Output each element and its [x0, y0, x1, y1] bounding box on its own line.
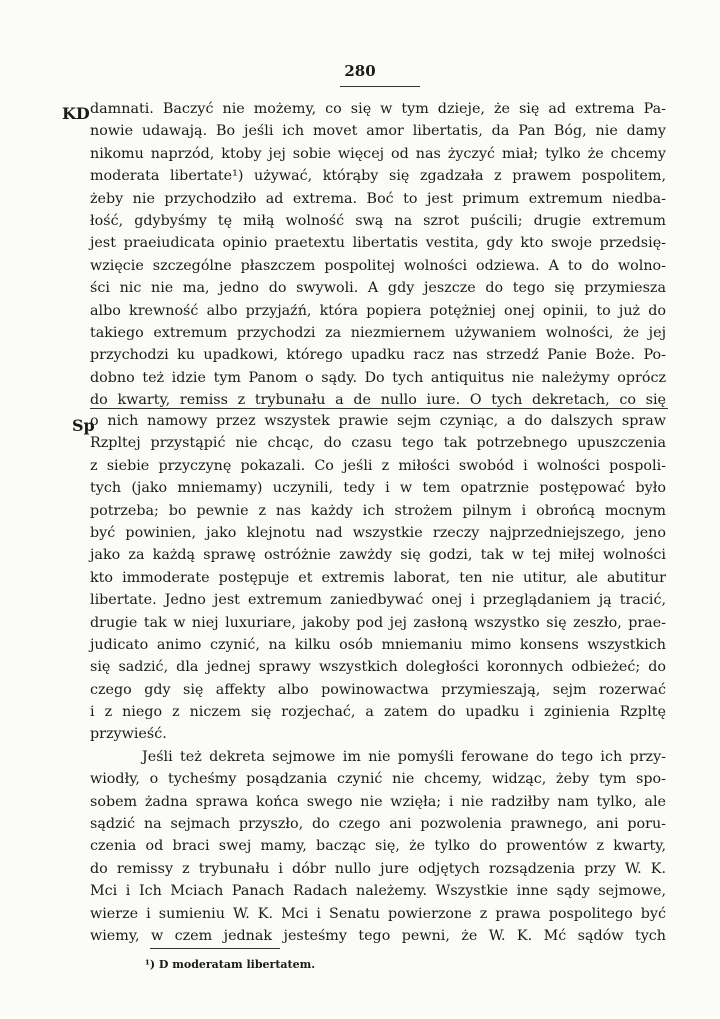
text-line: takiego extremum przychodzi za niezmiernem używaniem wolności, że jej: [90, 324, 666, 341]
siglum-sp: Sp: [72, 416, 95, 435]
text-block-kd: [90, 98, 666, 411]
text-line: być powinien, jako klejnotu nad wszystkie rzeczy najprzedniejszego, jeno: [90, 524, 666, 541]
text-line: wiemy, w czem jednak jesteśmy tego pewni, że W. K. Mć sądów tych: [90, 927, 666, 944]
text-line: judicato animo czynić, na kilku osób mniemaniu mimo konsens wszystkich: [90, 636, 666, 653]
text-line: wierze i sumieniu W. K. Mci i Senatu powierzone z prawa pospolitego być: [90, 905, 666, 922]
text-line: sądzić na sejmach przyszło, do czego ani pozwolenia prawnego, ani poru-: [90, 816, 666, 833]
text-line: nowie udawają. Bo jeśli ich movet amor libertatis, da Pan Bóg, nie damy: [90, 123, 666, 140]
text-line: z siebie przyczynę pokazali. Co jeśli z miłości swobód i wolności pospoli-: [90, 457, 666, 474]
text-line: do kwarty, remiss z trybunału a de nullo iure. O tych dekretach, co się: [90, 392, 666, 409]
text-line: sobem żadna sprawa końca swego nie wzięła; i nie radziłby nam tylko, ale: [90, 793, 666, 810]
text-line: Mci i Ich Mciach Panach Radach należemy. Wszystkie inne sądy sejmowe,: [90, 883, 666, 900]
text-line: wiodły, o tycheśmy posądzania czynić nie chcemy, widząc, żeby tym spo-: [90, 771, 666, 788]
text-line: się sadzić, dla jednej sprawy wszystkich doległości koronnych odbieżeć; do: [90, 659, 666, 676]
footnote: ¹) D moderatam libertatem.: [145, 958, 316, 971]
text-line: drugie tak w niej luxuriare, jakoby pod jej zasłoną wszystko się zeszło, prae-: [90, 614, 666, 631]
text-line: wzięcie szczególne płaszczem pospolitej wolności odziewa. A to do wolno-: [90, 257, 666, 274]
text-line: jako za każdą sprawę ostróżnie zawżdy się godzi, tak w tej miłej wolności: [90, 547, 666, 564]
text-line: libertate. Jedno jest extremum zaniedbywać onej i przeglądaniem ją tracić,: [90, 592, 666, 609]
text-line: jest praeiudicata opinio praetextu libertatis vestita, gdy kto swoje przedsię-: [90, 235, 666, 252]
text-line: tych (jako mniemamy) uczynili, tedy i w tem opatrznie postępować było: [90, 480, 666, 497]
text-line: Rzpltej przystąpić nie chcąc, do czasu tego tak potrzebnego upuszczenia: [90, 435, 666, 452]
siglum-kd: KD: [62, 104, 90, 123]
text-line: albo krewność albo przyjaźń, która popiera potężniej onej opinii, to już do: [90, 302, 666, 319]
text-line: czenia od braci swej mamy, bacząc się, że tylko do prowentów z kwarty,: [90, 838, 666, 855]
text-line: Jeśli też dekreta sejmowe im nie pomyśli ferowane do tego ich przy-: [142, 748, 666, 765]
text-line: damnati. Baczyć nie możemy, co się w tym dzieje, że się ad extrema Pa-: [90, 101, 666, 117]
text-line: łość, gdybyśmy tę miłą wolność swą na szrot puścili; drugie extremum: [90, 212, 666, 229]
header-rule: [340, 86, 420, 87]
text-line: ści nic nie ma, jedno do swywoli. A gdy jeszcze do tego się przymiesza: [90, 280, 666, 297]
text-line: moderata libertate¹) używać, którąby się zgadzała z prawem pospolitem,: [90, 168, 666, 185]
footnote-rule: [150, 948, 280, 949]
text-line: potrzeba; bo pewnie z nas każdy ich strożem pilnym i obrońcą mocnym: [90, 502, 666, 519]
text-block-sp: [90, 410, 666, 947]
text-line: czego gdy się affekty albo powinowactwa przymieszają, sejm rozerwać: [90, 681, 666, 698]
text-line: i z niego z niczem się rozjechać, a zatem do upadku i zginienia Rzpltę: [90, 704, 666, 721]
text-line: przywieść.: [90, 726, 167, 743]
section-divider: [90, 408, 668, 409]
text-line: kto immoderate postępuje et extremis laborat, ten nie utitur, ale abutitur: [90, 569, 666, 586]
page-number: 280: [344, 62, 376, 80]
text-line: o nich namowy przez wszystek prawie sejm czyniąc, a do dalszych spraw: [90, 413, 666, 429]
text-line: przychodzi ku upadkowi, którego upadku racz nas strzedź Panie Boże. Po-: [90, 347, 666, 364]
text-line: żeby nie przychodziło ad extrema. Boć to jest primum extremum niedba-: [90, 190, 666, 207]
text-line: dobno też idzie tym Panom o sądy. Do tych antiquitus nie należymy oprócz: [90, 369, 666, 386]
text-line: nikomu naprzód, ktoby jej sobie więcej od nas życzyć miał; tylko że chcemy: [90, 145, 666, 162]
text-line: do remissy z trybunału i dóbr nullo jure odjętych rozsądzenia przy W. K.: [90, 860, 666, 877]
